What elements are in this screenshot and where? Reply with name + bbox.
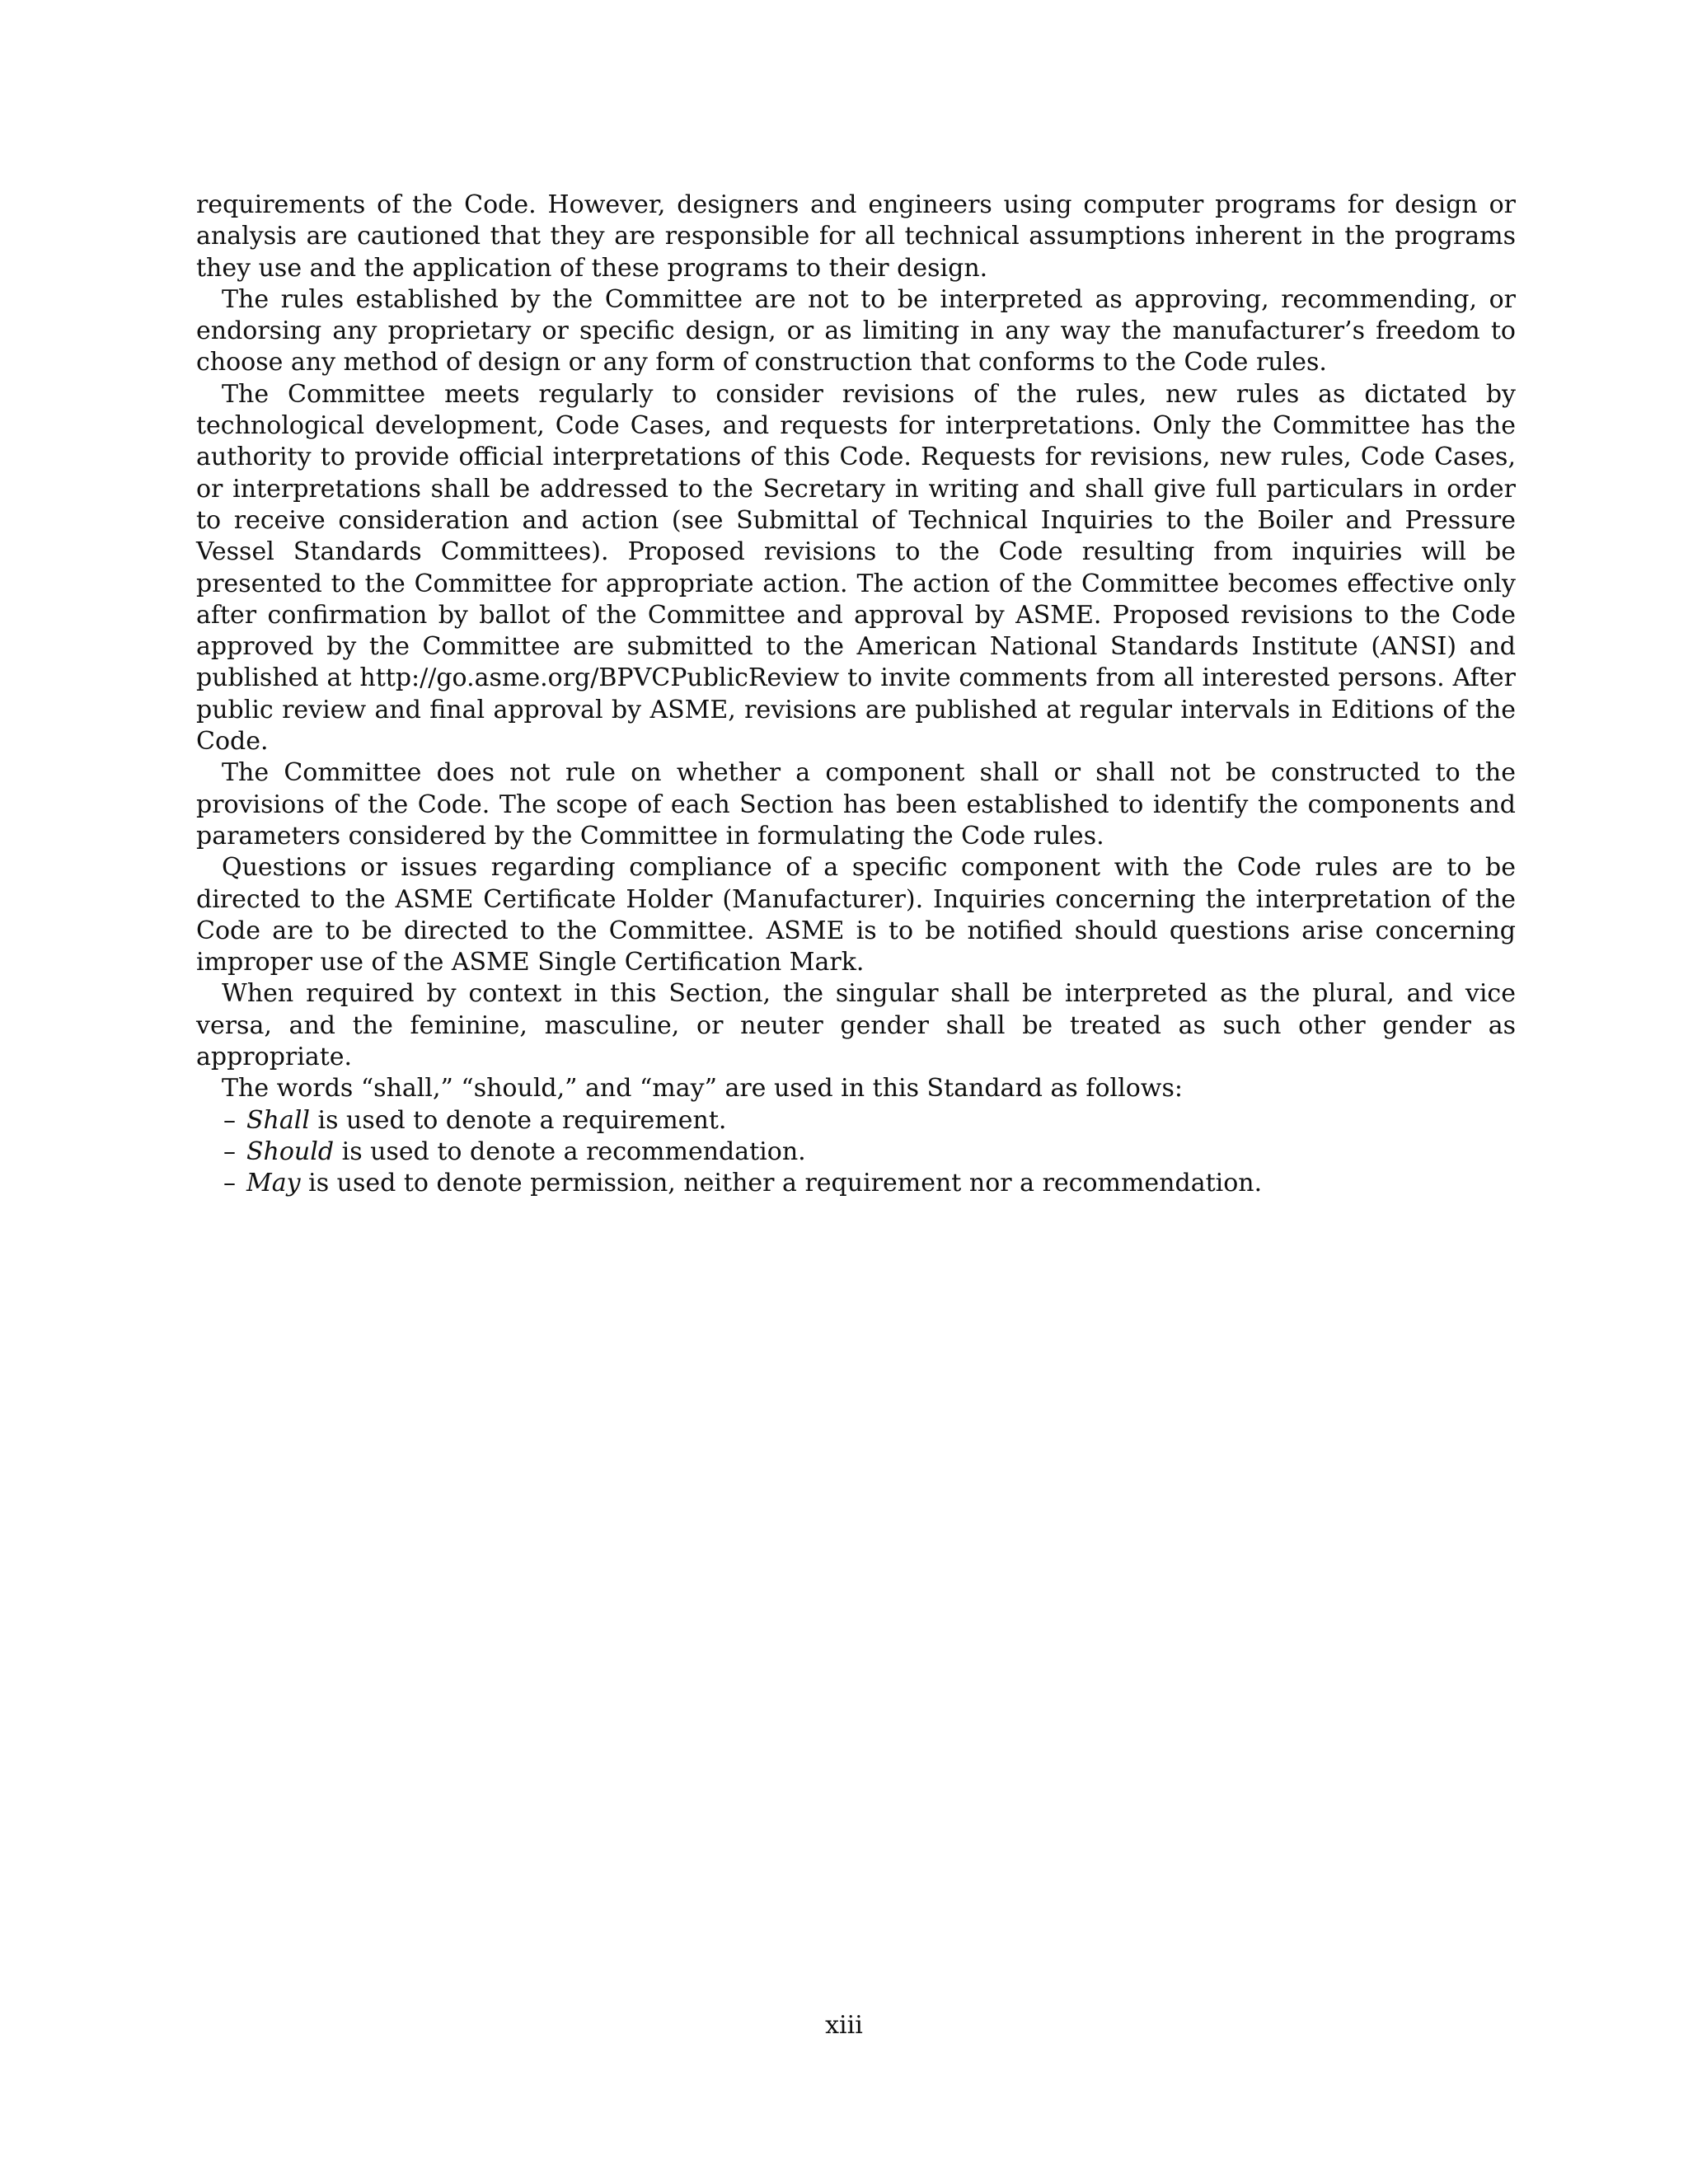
- list-item-shall: [196, 1105, 1516, 1137]
- list-item-should: [196, 1137, 1516, 1168]
- definition-may: is used to denote permission, neither a requirement nor a recommendation.: [300, 1169, 1263, 1198]
- page-number: xiii: [825, 2011, 863, 2040]
- paragraph-gender-number: When required by context in this Section, the singular shall be interpreted as the plural, and vice versa, and the feminine, masculine, or neuter gender shall be treated as such other gender as appropriate.: [196, 979, 1516, 1072]
- dash-marker: –: [223, 1137, 236, 1166]
- paragraph-continuation: requirements of the Code. However, designers and engineers using computer programs for design or analysis are cautioned that they are responsible for all technical assumptions inherent in the programs they use and the application of these programs to their design.: [196, 190, 1516, 283]
- term-may: May: [246, 1169, 301, 1198]
- definition-should: is used to denote a recommendation.: [334, 1137, 806, 1166]
- body-text: [196, 190, 1516, 1200]
- definitions-list: [196, 1105, 1516, 1200]
- paragraph-scope-of-section: The Committee does not rule on whether a component shall or shall not be constructed to the provisions of the Code. The scope of each Section has been established to identify the components and parameters considered by the Committee in formulating the Code rules.: [196, 758, 1516, 851]
- dash-marker: –: [223, 1105, 236, 1135]
- term-should: Should: [246, 1137, 335, 1166]
- definition-shall: is used to denote a requirement.: [309, 1105, 727, 1135]
- dash-marker: –: [223, 1169, 236, 1198]
- list-item-may: [196, 1168, 1516, 1199]
- paragraph-rules-not-endorsement: The rules established by the Committee are not to be interpreted as approving, recommending, or endorsing any proprietary or specific design, or as limiting in any way the manufacturer’s freedom to choose any method of design or any form of construction that conforms to the Code rules.: [196, 284, 1516, 377]
- paragraph-words-usage: The words “shall,” “should,” and “may” are used in this Standard as follows:: [222, 1074, 1183, 1104]
- paragraph-committee-meetings: The Committee meets regularly to consider revisions of the rules, new rules as dictated by technological development, Code Cases, and requests for interpretations. Only the Committee has the authority to provide official interpretations of this Code. Requests for revisions, new rules, Code Cases, or interpretations shall be addressed to the Secretary in writing and shall give full particulars in order to receive consideration and action (see Submittal of Technical Inquiries to the Boiler and Pressure Vessel Standards Committees). Proposed revisions to the Code resulting from inquiries will be presented to the Committee for appropriate action. The action of the Committee becomes effective only after confirmation by ballot of the Committee and approval by ASME. Proposed revisions to the Code approved by the Committee are submitted to the American National Standards Institute (ANSI) and published at http://go.asme.org/BPVCPublicReview to invite comments from all interested persons. After public review and final approval by ASME, revisions are published at regular intervals in Editions of the Code.: [196, 379, 1516, 757]
- term-shall: Shall: [246, 1105, 310, 1135]
- paragraph-compliance-questions: Questions or issues regarding compliance of a specific component with the Code rules are to be directed to the ASME Certificate Holder (Manufacturer). Inquiries concerning the interpretation of the Code are to be directed to the Committee. ASME is to be notified should questions arise concerning improper use of the ASME Single Certification Mark.: [196, 853, 1516, 977]
